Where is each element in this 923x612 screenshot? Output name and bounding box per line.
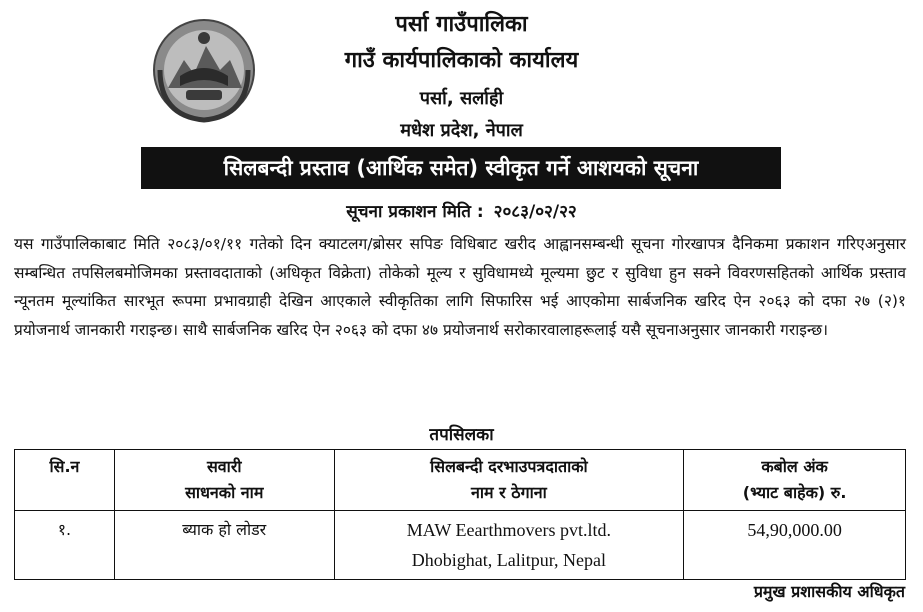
cell-vehicle: ब्याक हो लोडर xyxy=(114,511,334,580)
bidder-address: Dhobighat, Lalitpur, Nepal xyxy=(411,550,607,570)
header-bidder: सिलबन्दी दरभाउपत्रदाताको नाम र ठेगाना xyxy=(334,450,684,511)
bidder-name: MAW Eearthmovers pvt.ltd. xyxy=(406,520,611,540)
header-amount: कबोल अंक (भ्याट बाहेक) रु. xyxy=(684,450,906,511)
office-location: पर्सा, सर्लाही xyxy=(419,88,504,109)
table-row xyxy=(15,511,906,580)
publication-date-label: सूचना प्रकाशन मिति : xyxy=(346,202,484,222)
office-province: मधेश प्रदेश, नेपाल xyxy=(400,120,523,141)
header-vehicle: सवारी साधनको नाम xyxy=(114,450,334,511)
notice-title: सिलबन्दी प्रस्ताव (आर्थिक समेत) स्वीकृत गर्ने आशयको सूचना xyxy=(141,147,781,189)
publication-date-line xyxy=(0,199,923,222)
cell-bidder xyxy=(334,511,684,580)
schedule-table xyxy=(14,449,906,580)
office-name: गाउँ कार्यपालिकाको कार्यालय xyxy=(344,48,579,73)
table-header-row xyxy=(15,450,906,511)
signature-title: प्रमुख प्रशासकीय अधिकृत xyxy=(753,582,905,601)
publication-date: २०८३/०२/२२ xyxy=(493,202,577,222)
municipality-name: पर्सा गाउँपालिका xyxy=(395,12,528,37)
header-sn: सि.न xyxy=(15,450,115,511)
schedule-title: तपसिलका xyxy=(429,425,494,445)
cell-sn: १. xyxy=(15,511,115,580)
notice-body: यस गाउँपालिकाबाट मिति २०८३/०१/११ गतेको दिन क्याटलग/ब्रोसर सपिङ विधिबाट खरीद आह्वानसम्बन्धी सूचना गोरखापत्र दैनिकमा प्रकाशन गरिएअनुसार सम्बन्धित तपसिलबमोजिमका प्रस्तावदाताको (अधिकृत विक्रेता) तोकेको मूल्य र सुविधामध्ये मूल्यमा छुट र सुविधा हुन सक्ने विवरणसहितको आर्थिक प्रस्ताव न्यूनतम मूल्यांकित सारभूत रूपमा प्रभावग्राही देखिन आएकाले स्वीकृतिका लागि सिफारिस भई आएकोमा सार्बजनिक खरिद ऐन २०६३ को दफा २७ (२)१ प्रयोजनार्थ जानकारी गराइन्छ। साथै सार्बजनिक खरिद ऐन २०६३ को दफा ४७ प्रयोजनार्थ सरोकारवालाहरूलाई यसै सूचनाअनुसार जानकारी गराइन्छ। xyxy=(14,235,906,339)
cell-amount: 54,90,000.00 xyxy=(684,511,906,580)
